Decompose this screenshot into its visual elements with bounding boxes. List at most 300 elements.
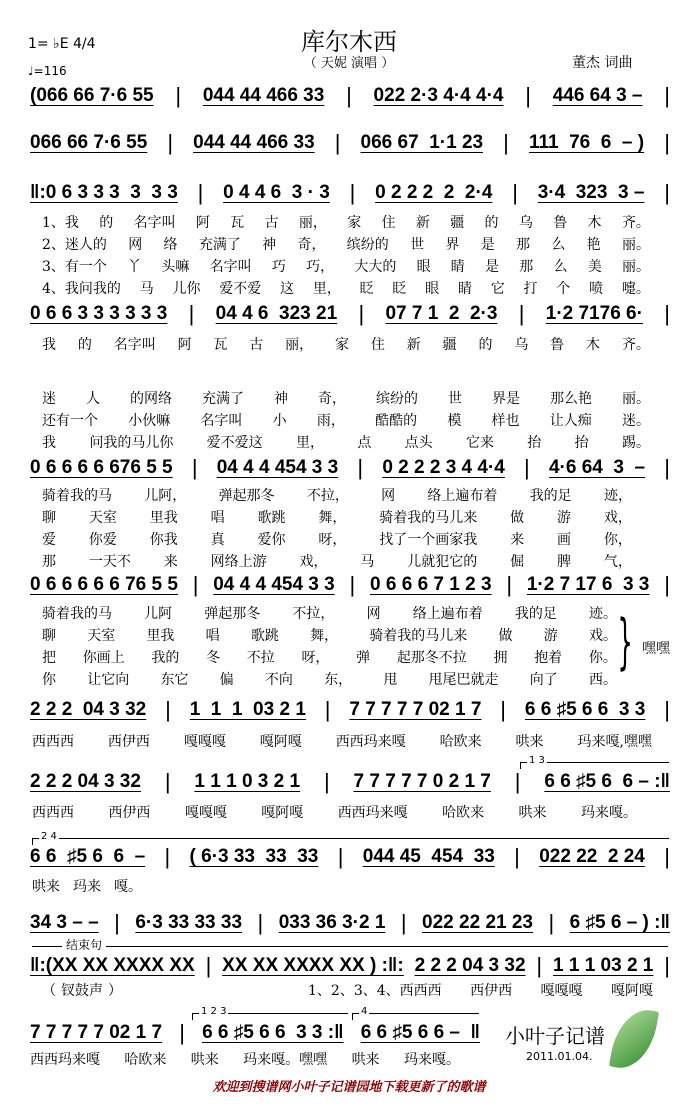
measure: 7 7 7 7 7 02 1 7: [349, 699, 482, 720]
lyric-word: 名字叫: [209, 259, 252, 275]
lyric-word: 丫: [127, 259, 142, 275]
lyric-word: 偏: [219, 672, 234, 688]
measure: 1 1 1 03 2 1: [189, 699, 306, 720]
performer: （ 天妮 演唱 ）: [303, 56, 395, 71]
ending-line: [32, 946, 668, 947]
lyric-word: 哄来: [190, 1052, 219, 1068]
measure: 0 6 6 6 6 676 5 5: [30, 457, 173, 478]
measure: 6 ♯5 6 – ) :‖: [569, 912, 670, 933]
lyric-word: 让人痴: [549, 413, 592, 429]
lyric-word: 头嘛: [161, 259, 190, 275]
lyric-word: 界是: [492, 391, 520, 407]
key-signature: 1= ♭E 4/4: [28, 36, 96, 52]
lyric-word: 戏，: [603, 510, 632, 526]
lyric-word: 哄来: [351, 1052, 380, 1068]
bar-line: |: [165, 697, 171, 722]
lyric-word: 拥: [493, 650, 508, 666]
leaf-logo-icon: [609, 1005, 659, 1073]
song-title: 库尔木西: [301, 28, 397, 56]
lyric-word: 哈欧来: [442, 805, 485, 821]
lyric-word: 呀，: [301, 650, 330, 666]
bar-line: |: [349, 572, 356, 597]
bar-line: |: [323, 769, 330, 794]
lyric-word: 那: [519, 259, 534, 275]
lyric-line: [32, 802, 637, 822]
lyric-word: 迷。: [621, 413, 650, 429]
lyric-word: 西伊西: [108, 805, 151, 821]
lyric-word: 网络上游: [210, 554, 267, 570]
lyric-word: 雨，: [316, 413, 345, 429]
measure: 066 67 1·1 23: [360, 132, 484, 153]
lyric-word: 住: [381, 215, 396, 231]
lyric-line: [308, 980, 653, 1000]
lyric-word: 爱: [42, 532, 56, 548]
lyric-word: 冬: [206, 650, 221, 666]
lyric-line: [42, 256, 650, 276]
bar-line: |: [512, 180, 518, 205]
lyric-word: 游: [557, 510, 571, 526]
measure: ( 6·3 33 33 33: [189, 846, 319, 867]
bar-line: |: [188, 301, 195, 326]
lyric-word: 里，: [312, 281, 341, 297]
lyric-word: 玛来嘎,嘿嘿: [577, 734, 652, 750]
lyric-word: 你，: [603, 532, 632, 548]
lyric-word: 里，: [295, 435, 324, 451]
lyric-word: 画: [557, 532, 571, 548]
lyric-word: 界: [445, 237, 460, 253]
lyric-word: 睛: [450, 259, 465, 275]
volta-label: 1 3: [529, 755, 545, 766]
lyric-word: 骑着我的马儿来: [379, 510, 478, 526]
lyric-word: 做: [510, 510, 525, 526]
lyric-word: 不拉，: [306, 488, 349, 504]
lyric-word: 2、迷人的: [42, 237, 107, 253]
measure: XX XX XXXX XX ) :‖:: [222, 955, 404, 976]
lyric-word: 么: [553, 259, 568, 275]
lyric-word: 的: [99, 215, 114, 231]
lyric-word: 小伙嘛: [128, 413, 171, 429]
lyric-word: 的: [77, 337, 92, 353]
lyric-word: 古: [249, 337, 264, 353]
measure: 022 22 21 23: [422, 912, 533, 933]
measure: 0 6 6 3 3 3 3 3 3: [30, 303, 168, 324]
lyric-word: 世: [410, 237, 425, 253]
lyric-word: 瓦: [230, 215, 245, 231]
lyric-word: 马: [139, 281, 154, 297]
lyric-word: 人: [86, 391, 100, 407]
lyric-word: 倔: [510, 554, 525, 570]
lyric-word: 嚏。: [621, 281, 650, 297]
lyric-word: 找了一个画家我: [379, 532, 478, 548]
bar-line: |: [664, 180, 670, 205]
volta-label: 2 4: [41, 831, 57, 842]
bar-line: |: [337, 844, 344, 869]
lyric-word: 聊: [42, 510, 56, 526]
lyric-word: 样也: [491, 413, 520, 429]
lyric-word: 名字叫: [133, 215, 176, 231]
measure: 1 1 1 03 2 1: [553, 955, 654, 976]
lyric-word: 还有一个: [42, 413, 98, 429]
lyric-word: 爱不爱这: [206, 435, 263, 451]
lyric-word: 玛来嘎。嘿嘿: [243, 1052, 328, 1068]
lyric-word: 乌: [514, 337, 529, 353]
lyric-word: 么: [551, 237, 566, 253]
measure: 7 7 7 7 7 0 2 1 7: [353, 771, 491, 792]
bar-line: |: [664, 455, 670, 480]
measure: 033 36 3·2 1: [278, 912, 386, 933]
staff-row: [30, 456, 670, 480]
measure: 0 6 6 6 6 6 76 5 5: [30, 574, 178, 595]
measure: 6 6 ♯5 6 6 – ‖: [360, 1022, 480, 1043]
measure: (066 66 7·6 55: [30, 85, 154, 106]
lyric-word: 艳: [586, 237, 601, 253]
lyric-word: 问我的马儿你: [89, 435, 174, 451]
lyric-word: 来: [510, 532, 525, 548]
lyric-word: 络上遍布着: [427, 488, 498, 504]
brace: }: [617, 607, 633, 677]
lyric-word: 哄来: [515, 734, 544, 750]
lyric-word: 来: [163, 554, 178, 570]
lyric-word: 那: [42, 554, 56, 570]
lyric-word: 我的: [151, 650, 180, 666]
lyric-line: [42, 485, 632, 505]
lyric-word: 住: [370, 337, 385, 353]
lyric-word: 弹: [356, 650, 371, 666]
lyric-word: 向了: [529, 672, 558, 688]
lyric-word: 3、有一个: [42, 259, 107, 275]
lyric-word: 西。: [588, 672, 617, 688]
lyric-line: [42, 625, 617, 645]
lyric-word: 你我: [149, 532, 178, 548]
lyric-word: 古: [264, 215, 279, 231]
lyric-word: 巧，: [306, 259, 335, 275]
measure: 1 1 1 0 3 2 1: [194, 771, 301, 792]
measure: 044 44 466 33: [193, 132, 315, 153]
lyric-word: 不向: [264, 672, 293, 688]
lyric-word: 小: [272, 413, 287, 429]
lyric-word: 舞，: [310, 628, 339, 644]
staff-row: [30, 131, 670, 155]
lyric-line: [42, 388, 650, 408]
measure: 6 6 ♯5 6 6 –: [30, 846, 146, 867]
volta-2-4: [32, 831, 669, 845]
lyric-word: 抬: [527, 435, 542, 451]
lyric-word: 奇，: [297, 237, 326, 253]
lyric-word: 东它: [160, 672, 189, 688]
measure: 044 44 466 33: [202, 85, 325, 106]
bar-line: |: [175, 83, 182, 108]
lyric-word: 钗鼓声: [61, 983, 103, 999]
lyric-word: 游: [543, 628, 558, 644]
lyric-word: 弹起那冬: [218, 488, 275, 504]
bar-line: |: [548, 910, 555, 935]
lyric-word: 鲁: [553, 215, 568, 231]
lyric-line: [42, 507, 632, 527]
lyric-word: 我: [42, 435, 56, 451]
lyric-word: 奇，: [318, 391, 346, 407]
lyric-word: 儿你: [172, 281, 201, 297]
lyric-word: 名字叫: [113, 337, 156, 353]
lyric-word: 嘎嘎嘎: [540, 983, 583, 999]
lyric-word: 把: [42, 650, 56, 666]
lyric-word: 不拉: [246, 650, 275, 666]
lyric-word: 网: [381, 488, 396, 504]
bar-line: |: [518, 301, 525, 326]
lyric-word: 西西西: [32, 734, 74, 750]
lyric-word: 打: [523, 281, 538, 297]
staff-row: [30, 770, 670, 794]
lyric-word: 乌: [518, 215, 533, 231]
lyric-word: 西伊西: [470, 983, 513, 999]
lyric-word: 一天不: [88, 554, 131, 570]
measure: 0 4 4 6 3 · 3: [223, 182, 330, 203]
lyric-line: [32, 876, 142, 896]
date: 2011.01.04.: [526, 1050, 593, 1063]
lyric-line: [30, 1049, 460, 1069]
lyric-word: 瓦: [213, 337, 228, 353]
lyric-word: 西伊西: [107, 734, 150, 750]
lyric-word: 玛来: [73, 879, 101, 895]
bar-line: |: [358, 301, 365, 326]
lyric-word: 西西玛来嘎: [335, 734, 406, 750]
bar-line: |: [346, 83, 352, 108]
measure: 0 2 2 2 2 2·4: [375, 182, 493, 203]
lyric-word: 美: [587, 259, 602, 275]
lyric-word: 做: [498, 628, 513, 644]
measure: 4·6 64 3 –: [548, 457, 646, 478]
lyric-word: 舞，: [318, 510, 347, 526]
measure: 044 45 454 33: [362, 846, 495, 867]
lyric-word: 世: [448, 391, 462, 407]
lyric-word: 爱你: [257, 532, 286, 548]
lyric-word: 迹，: [603, 488, 632, 504]
lyric-line: [42, 432, 650, 452]
lyric-word: 家: [335, 337, 350, 353]
measure: 2 2 2 04 3 32: [30, 699, 147, 720]
lyric-word: 让它向: [87, 672, 130, 688]
lyric-line: [42, 980, 122, 1000]
lyric-line: [42, 334, 650, 354]
lyric-word: 脾: [557, 554, 571, 570]
lyric-word: 丽。: [622, 391, 650, 407]
volta-4: [352, 1006, 479, 1020]
lyric-word: 不拉，: [292, 606, 335, 622]
lyric-word: 1、我: [42, 215, 79, 231]
lyric-line: [42, 647, 617, 667]
bar-line: |: [205, 953, 212, 978]
lyric-word: 嘎。: [114, 879, 142, 895]
lyric-word: 你画上: [82, 650, 125, 666]
lyric-word: 络: [163, 237, 178, 253]
lyric-word: 唱: [210, 510, 225, 526]
lyric-word: 爱不爱: [219, 281, 262, 297]
lyric-word: 疆: [450, 215, 465, 231]
lyric-word: 天室: [87, 628, 116, 644]
lyric-line: [42, 212, 650, 232]
bar-line: |: [664, 572, 670, 597]
lyric-word: 天室: [88, 510, 117, 526]
lyric-word: 木: [586, 337, 601, 353]
lyric-word: 网: [366, 606, 381, 622]
lyric-word: （: [42, 983, 56, 999]
lyric-word: 我的足: [529, 488, 572, 504]
lyric-word: ）: [108, 983, 122, 999]
bar-line: |: [664, 953, 670, 978]
lyric-line: [42, 234, 650, 254]
lyric-word: 气，: [603, 554, 632, 570]
lyric-line: [42, 529, 632, 549]
staff-row: [30, 302, 670, 326]
lyric-word: 新: [406, 337, 421, 353]
lyric-word: 个: [556, 281, 571, 297]
measure: 022 22 2 24: [539, 846, 645, 867]
lyric-word: 玛来嘎。: [403, 1052, 460, 1068]
lyric-word: 充满了: [202, 391, 244, 407]
lyric-word: 它来: [465, 435, 494, 451]
staff-row: [30, 911, 670, 935]
lyric-word: 儿阿，: [144, 488, 187, 504]
lyric-word: 抱着: [534, 650, 563, 666]
bar-line: |: [114, 910, 120, 935]
bar-line: |: [664, 697, 670, 722]
lyric-word: 眼: [416, 259, 431, 275]
staff-row: [30, 698, 670, 722]
lyric-line: [42, 551, 632, 571]
lyric-word: 它: [490, 281, 505, 297]
staff-row: [30, 954, 670, 978]
bar-line: |: [324, 697, 331, 722]
lyric-word: 骑着我的马儿来: [369, 628, 468, 644]
bar-line: |: [164, 769, 171, 794]
lyric-line: [42, 278, 650, 298]
measure: 2 2 2 04 3 32: [414, 955, 526, 976]
measure: 1·2 7176 6·: [545, 303, 643, 324]
measure: 04 4 4 454 3 3: [216, 457, 339, 478]
measure: ‖:0 6 3 3 3 3 3 3: [30, 182, 178, 203]
measure: 022 2·3 4·4 4·4: [373, 85, 504, 106]
bar-line: |: [664, 83, 670, 108]
bar-line: |: [536, 953, 543, 978]
measure: 7 7 7 7 7 02 1 7: [30, 1022, 163, 1043]
lyric-word: 哈欧来: [124, 1052, 167, 1068]
lyric-line: [42, 410, 650, 430]
lyric-word: 嘎嘎嘎: [184, 805, 227, 821]
lyric-word: 你: [42, 672, 56, 688]
lyric-line: [42, 669, 617, 689]
measure: 07 7 1 2 2·3: [385, 303, 498, 324]
staff-row: [30, 845, 670, 869]
measure: 0 2 2 2 3 4 4·4: [382, 457, 505, 478]
lyric-word: 起那冬不拉: [396, 650, 467, 666]
lyric-word: 眼: [425, 281, 440, 297]
lyric-word: 阿: [177, 337, 192, 353]
lyric-word: 甩尾巴就走: [428, 672, 499, 688]
lyric-word: 真: [210, 532, 225, 548]
lyric-word: 4、我问我的: [42, 281, 121, 297]
lyric-word: 踢。: [621, 435, 650, 451]
measure: 2 2 2 04 3 32: [30, 771, 141, 792]
lyric-word: 嘎阿嘎: [261, 805, 304, 821]
lyric-word: 歌跳: [257, 510, 286, 526]
lyric-word: 丽。: [621, 259, 650, 275]
lyric-word: 阿: [195, 215, 210, 231]
measure: 34 3 – –: [30, 912, 99, 933]
lyric-word: 喷: [589, 281, 604, 297]
bar-line: |: [524, 455, 530, 480]
lyric-word: 戏，: [299, 554, 328, 570]
measure: 066 66 7·6 55: [30, 132, 148, 153]
lyric-word: 那么艳: [550, 391, 592, 407]
lyric-word: 睛: [457, 281, 472, 297]
lyric-word: 哄来: [32, 879, 60, 895]
measure: 6 6 ♯5 6 6 3 3 :‖: [202, 1022, 344, 1043]
lyric-word: 嘎阿嘎: [259, 734, 302, 750]
lyric-word: 缤纷的: [346, 237, 389, 253]
bar-line: |: [664, 301, 670, 326]
volta-1-3: [520, 755, 669, 769]
lyric-word: 的网络: [130, 391, 172, 407]
measure: 1·2 7 17 6 3 3: [526, 574, 650, 595]
lyric-word: 是: [485, 259, 500, 275]
tempo: ♩=116: [28, 64, 67, 78]
measure: 6 6 ♯5 6 6 – :‖: [544, 771, 670, 792]
lyric-word: 点头: [404, 435, 433, 451]
volta-label: 4: [361, 1006, 368, 1017]
lyric-word: 里我: [146, 628, 175, 644]
lyric-word: 眨: [359, 281, 374, 297]
author: 董杰 词曲: [572, 55, 633, 71]
lyric-word: 聊: [42, 628, 56, 644]
lyric-word: 我: [42, 337, 56, 353]
bar-line: |: [506, 572, 513, 597]
measure: 446 64 3 –: [552, 85, 643, 106]
lyric-word: 大大的: [354, 259, 397, 275]
footer-link[interactable]: 欢迎到搜谱网小叶子记谱园地下载更新了的歌谱: [212, 1080, 486, 1095]
bar-line: |: [349, 180, 356, 205]
lyric-word: 抬: [574, 435, 589, 451]
lyric-word: 我的足: [514, 606, 557, 622]
heihei-lyric: 嘿嘿: [642, 641, 670, 657]
lyric-word: 神: [274, 391, 288, 407]
lyric-word: 这: [280, 281, 295, 297]
lyric-word: 你。: [588, 650, 617, 666]
lyric-word: 玛来嘎。: [580, 805, 637, 821]
lyric-word: 歌跳: [250, 628, 279, 644]
measure: 6 6 ♯5 6 6 3 3: [524, 699, 646, 720]
lyric-word: 里我: [149, 510, 178, 526]
lyric-word: 弹起那冬: [204, 606, 261, 622]
bar-line: |: [191, 455, 198, 480]
lyric-word: 西西玛来嘎: [337, 805, 408, 821]
bar-line: |: [357, 455, 364, 480]
staff-row: [30, 573, 670, 597]
ending-label: 结束句: [62, 939, 106, 952]
lyric-word: 的: [478, 337, 493, 353]
measure: 0 6 6 6 7 1 2 3: [370, 574, 492, 595]
lyric-word: 齐。: [621, 337, 650, 353]
lyric-word: 丽。: [621, 237, 650, 253]
lyric-word: 充满了: [198, 237, 241, 253]
measure: 111 76 6 – ): [528, 132, 645, 153]
bar-line: |: [257, 910, 264, 935]
lyric-word: 西西西: [32, 805, 74, 821]
staff-row: [30, 84, 670, 108]
lyric-word: 鲁: [550, 337, 565, 353]
lyric-word: 络上遍布着: [412, 606, 483, 622]
bar-line: |: [400, 910, 407, 935]
bar-line: |: [514, 769, 521, 794]
lyric-word: 哄来: [518, 805, 547, 821]
